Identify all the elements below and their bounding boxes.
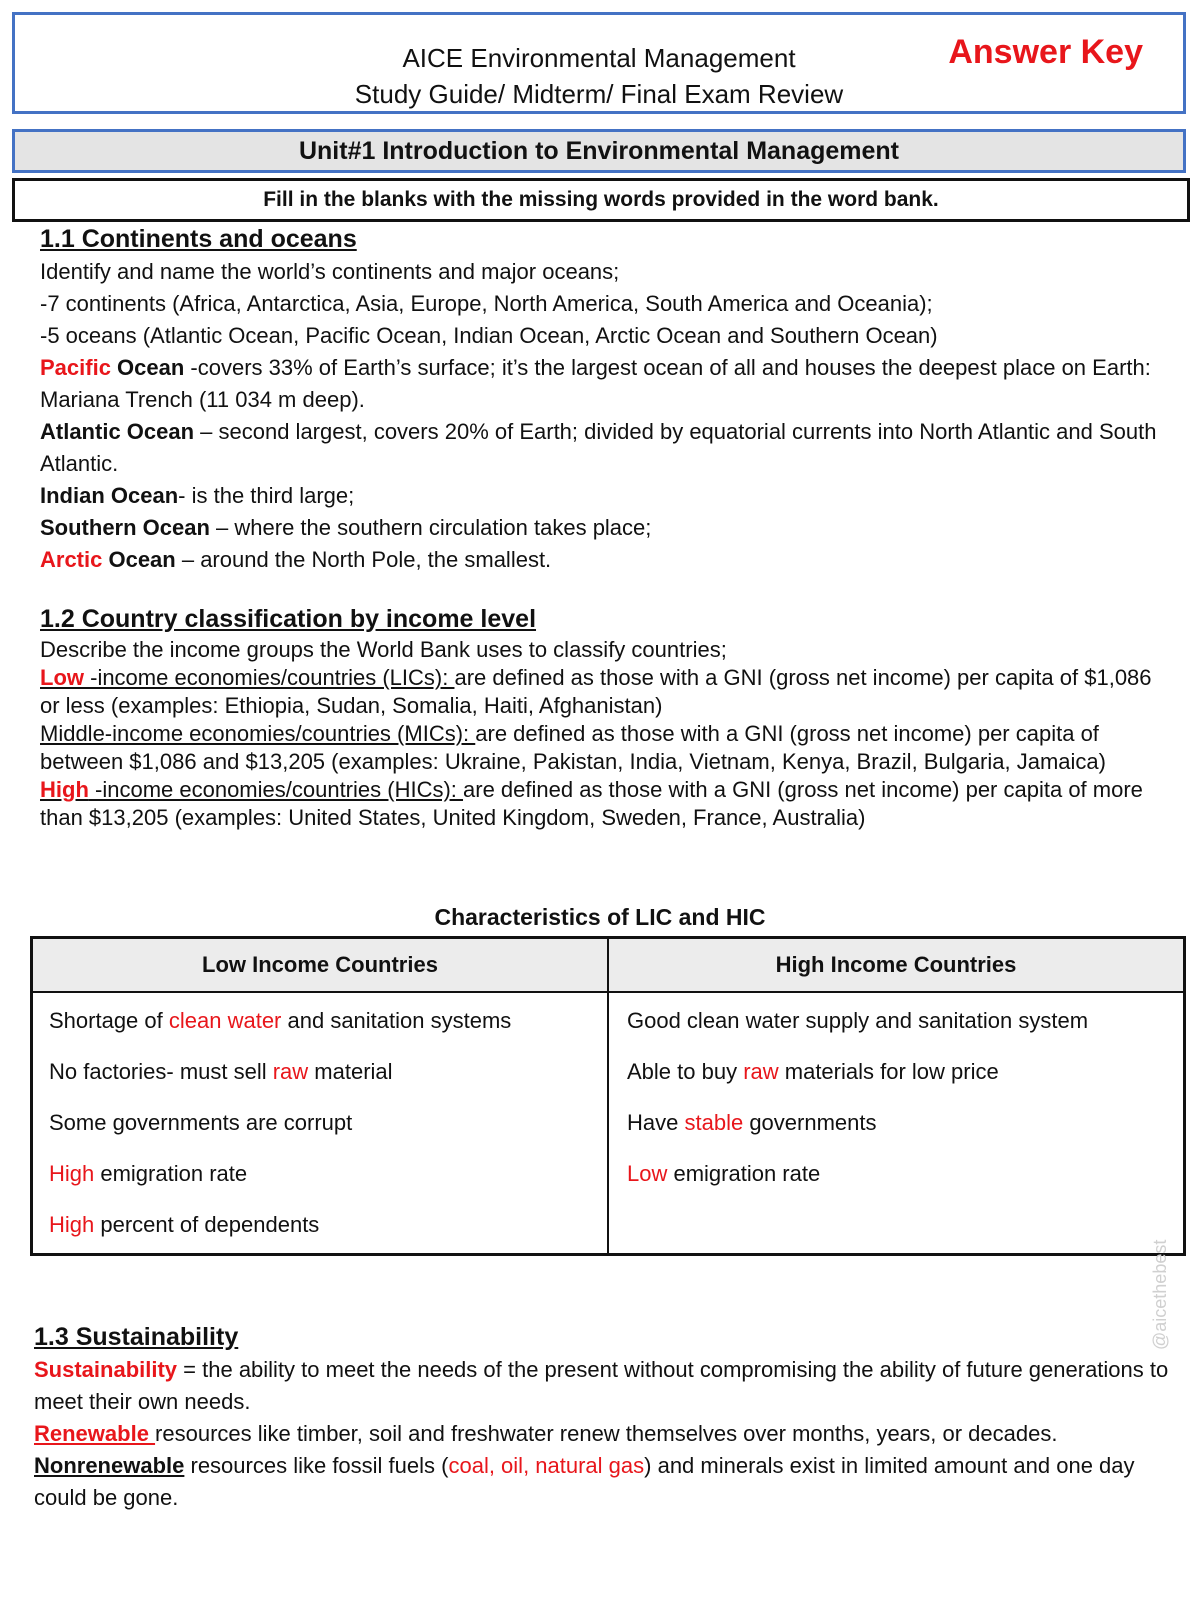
cell-text: percent of dependents xyxy=(94,1212,320,1237)
answer-word: Pacific xyxy=(40,355,111,380)
answer-word: High xyxy=(49,1161,95,1186)
continents-text: -7 continents (Africa, Antarctica, Asia, Europe, North America, South America and Oceania); xyxy=(40,291,933,316)
table-row xyxy=(627,1046,1088,1097)
cell-text: Good clean water supply and sanitation system xyxy=(627,1008,1089,1033)
table-row xyxy=(627,1097,1088,1148)
mic-entry xyxy=(40,720,1170,776)
instruction-box: Fill in the blanks with the missing words provided in the word bank. xyxy=(12,178,1190,222)
term: Nonrenewable xyxy=(34,1453,185,1478)
title-line-1: AICE Environmental Management xyxy=(402,43,796,73)
column-header-high: High Income Countries xyxy=(775,952,1017,977)
table-row xyxy=(49,1046,511,1097)
column-header-low: Low Income Countries xyxy=(202,952,438,977)
definition: -covers 33% of Earth’s surface; it’s the largest ocean of all and houses the deepest place on Earth: Mariana Trench (11 034 m deep). xyxy=(40,355,1151,412)
nonrenewable-entry xyxy=(34,1450,1184,1514)
title-line-2: Study Guide/ Midterm/ Final Exam Review xyxy=(354,79,844,109)
definition: are defined as those with a GNI (gross net income) per capita of between $1,086 and $13,205 (examples: Ukraine, Pakistan, India, Vietnam, Kenya, Brazil, Bulgaria, Jamaica) xyxy=(40,721,1106,774)
definition: – around the North Pole, the smallest. xyxy=(175,547,552,572)
term: Ocean xyxy=(110,355,185,380)
indian-entry xyxy=(40,480,1170,512)
answer-word: stable xyxy=(684,1110,744,1135)
cell-text: material xyxy=(308,1059,393,1084)
table-row xyxy=(627,1148,1088,1199)
section-continents-oceans xyxy=(40,222,1170,576)
answer-word: coal, oil, natural gas xyxy=(448,1453,645,1478)
unit-title: Unit#1 Introduction to Environmental Management xyxy=(12,129,1186,173)
cell-text: emigration rate xyxy=(667,1161,821,1186)
definition: – second largest, covers 20% of Earth; divided by equatorial currents into North Atlantic and South Atlantic. xyxy=(40,419,1157,476)
high-income-column xyxy=(627,995,1088,1199)
definition: are defined as those with a GNI (gross net income) per capita of more than $13,205 (examples: United States, United Kingdom, Sweden, France, Australia) xyxy=(40,777,1143,830)
watermark: @aicethebest xyxy=(1150,1239,1170,1350)
table-row xyxy=(49,1199,511,1250)
sustainability-entry xyxy=(34,1354,1184,1418)
answer-word: clean water xyxy=(168,1008,282,1033)
lic-hic-table xyxy=(30,936,1186,1256)
definition: resources like fossil fuels ( xyxy=(184,1453,449,1478)
definition: - is the third large; xyxy=(178,483,355,508)
term: Ocean xyxy=(102,547,176,572)
lic-entry xyxy=(40,664,1170,720)
term: -income economies/countries (HICs): xyxy=(88,777,464,802)
section-income-classification xyxy=(40,602,1170,832)
cell-text: Able to buy xyxy=(627,1059,744,1084)
cell-text: and sanitation systems xyxy=(281,1008,512,1033)
intro-text: Describe the income groups the World Bank uses to classify countries; xyxy=(40,637,727,662)
term: Indian Ocean xyxy=(40,483,179,508)
table-row xyxy=(49,1097,511,1148)
column-divider xyxy=(607,939,609,1253)
definition: resources like timber, soil and freshwater renew themselves over months, years, or decades. xyxy=(155,1421,1058,1446)
table-row xyxy=(627,995,1088,1046)
answer-word: High xyxy=(40,777,89,802)
arctic-entry xyxy=(40,544,1170,576)
answer-word: Sustainability xyxy=(34,1357,178,1382)
term: Middle-income economies/countries (MICs): xyxy=(40,721,476,746)
definition: = the ability to meet the needs of the present without compromising the ability of future generations to meet their own needs. xyxy=(34,1357,1169,1414)
section-heading: 1.3 Sustainability xyxy=(34,1323,239,1351)
answer-word: Arctic xyxy=(40,547,103,572)
cell-text: materials for low price xyxy=(778,1059,999,1084)
cell-text: No factories- must sell xyxy=(49,1059,273,1084)
answer-key-label: Answer Key xyxy=(948,33,1143,71)
document-header xyxy=(12,12,1186,114)
answer-word: raw xyxy=(743,1059,779,1084)
definition: are defined as those with a GNI (gross net income) per capita of $1,086 or less (examples: Ethiopia, Sudan, Somalia, Haiti, Afghanistan) xyxy=(40,665,1152,718)
cell-text: governments xyxy=(743,1110,877,1135)
answer-word: High xyxy=(49,1212,95,1237)
term: Atlantic Ocean xyxy=(40,419,195,444)
low-income-column xyxy=(49,995,511,1250)
oceans-text: -5 oceans (Atlantic Ocean, Pacific Ocean, Indian Ocean, Arctic Ocean and Southern Ocean) xyxy=(40,323,938,348)
intro-text: Identify and name the world’s continents and major oceans; xyxy=(40,259,620,284)
section-heading: 1.1 Continents and oceans xyxy=(40,225,357,253)
cell-text: Have xyxy=(627,1110,685,1135)
answer-word: raw xyxy=(272,1059,309,1084)
answer-word: Renewable xyxy=(34,1421,156,1446)
atlantic-entry xyxy=(40,416,1170,480)
section-sustainability xyxy=(34,1320,1184,1514)
hic-entry xyxy=(40,776,1170,832)
cell-text: Some governments are corrupt xyxy=(49,1110,353,1135)
definition: – where the southern circulation takes place; xyxy=(209,515,652,540)
cell-text: emigration rate xyxy=(94,1161,248,1186)
table-title: Characteristics of LIC and HIC xyxy=(434,904,766,930)
definition: ) and minerals exist in limited amount and one day could be gone. xyxy=(34,1453,1135,1510)
southern-entry xyxy=(40,512,1170,544)
table-row xyxy=(49,995,511,1046)
renewable-entry xyxy=(34,1418,1184,1450)
section-heading: 1.2 Country classification by income level xyxy=(40,605,537,633)
answer-word: Low xyxy=(627,1161,668,1186)
table-row xyxy=(49,1148,511,1199)
pacific-entry xyxy=(40,352,1170,416)
answer-word: Low xyxy=(40,665,84,690)
term: -income economies/countries (LICs): xyxy=(84,665,455,690)
cell-text: Shortage of xyxy=(49,1008,169,1033)
term: Southern Ocean xyxy=(40,515,210,540)
